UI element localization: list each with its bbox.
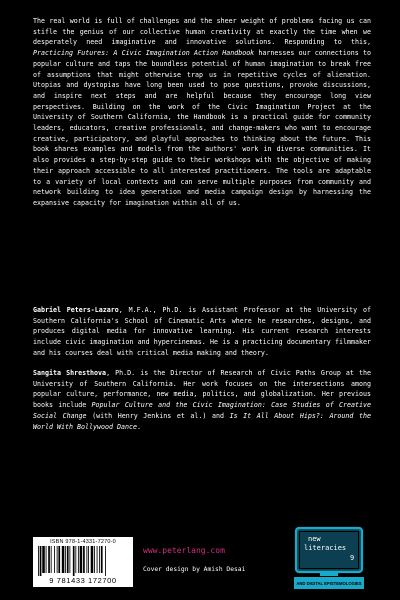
author-name-2: Sangita Shresthova	[33, 369, 107, 377]
book-title: Practicing Futures: A Civic Imagination Action Handbook	[33, 49, 255, 58]
logo-line-2: literacies	[304, 544, 347, 552]
series-logo	[290, 526, 368, 592]
isbn-digits: 9 781433 172700	[49, 576, 117, 585]
cover-design-credit: Cover design by Amish Desai	[143, 566, 246, 573]
blurb-text-1: The real world is full of challenges and the sheer weight of problems facing us can stifle the genius of our collective human creativity at exactly the time when we desperately need imaginative and innovative solutions. Responding to this,	[33, 17, 371, 47]
isbn-label: ISBN 978-1-4331-7270-0	[50, 539, 116, 545]
logo-volume: 9	[350, 554, 355, 562]
back-cover-blurb	[33, 16, 371, 209]
author-bio-text-1: , M.F.A., Ph.D. is Assistant Professor at the University of Southern California's School of Cinematic Arts where he researches, designs, and produces digital media for innovative learning. His current research interests include civic imagination and hypercinemas. He is a practicing documentary filmmaker and his courses deal with critical media making and theory.	[33, 306, 371, 357]
publisher-url[interactable]: www.peterlang.com	[143, 546, 225, 555]
isbn-barcode	[33, 537, 133, 587]
author-bio-shresthova	[33, 368, 371, 432]
author-name-1: Gabriel Peters-Lazaro	[33, 306, 119, 314]
author-bio-peters-lazaro	[33, 305, 371, 359]
author-bio-text-2c: .	[136, 422, 141, 431]
author-bio-text-2a: , Ph.D. is the Director of Research of Civic Paths Group at the University of Southern California. Her work focuses on the intersections among popular culture, performance, new media, politics, and globalization. Her previous books include	[33, 369, 372, 410]
monitor-stand	[320, 572, 338, 576]
author-bio-text-2b: (with Henry Jenkins et al.) and	[86, 411, 230, 420]
logo-subtitle: AND DIGITAL EPISTEMOLOGIES	[296, 581, 362, 586]
barcode-bars	[38, 546, 128, 576]
blurb-text-2: harnesses our connections to popular culture and taps the boundless potential of human imagination to break free of assumptions that might otherwise trap us in repetitive cycles of alienation. Utopias and dystopias have long been used to pose questions, provoke discussions, and inspire next steps and are helpful because they encourage long view perspectives. Building on the work of the Civic Imagination Project at the University of Southern California, the Handbook is a practical guide for community leaders, educators, creative professionals, and change-makers who want to encourage creative, participatory, and playful approaches to thinking about the future. This book shares examples and models from the authors' work in diverse communities. It also provides a step-by-step guide to their workshops with the objective of making their approach accessible to all interested practitioners. The tools are adaptable to a variety of local contexts and can serve multiple purposes from community and network building to idea generation and media campaign design by harnessing the expansive capacity for imagination within all of us.	[33, 49, 371, 207]
logo-line-1: new	[308, 535, 321, 543]
previous-book-2: Is It All About Hips?: Around the World With Bollywood Dance	[33, 411, 372, 431]
previous-book-1: Popular Culture and the Civic Imagination: Case Studies of Creative Social Change	[33, 401, 371, 420]
